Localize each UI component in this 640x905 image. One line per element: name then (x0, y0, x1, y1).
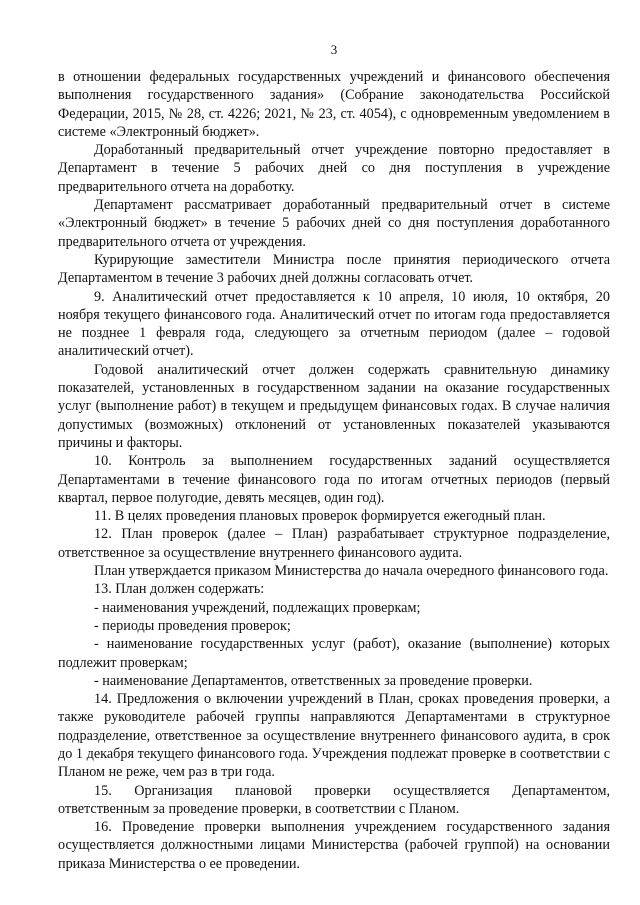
paragraph-p14: - наименование государственных услуг (работ), оказание (выполнение) которых подлежит проверкам; (58, 636, 610, 671)
paragraph-p12: - наименования учреждений, подлежащих проверкам; (94, 599, 421, 616)
paragraph-p03: Департамент рассматривает доработанный предварительный отчет в системе «Электронный бюджет» в течение 5 рабочих дней со дня поступления доработанного предварительного отчета от учреждения. (58, 197, 610, 250)
paragraph-p15: - наименование Департаментов, ответственных за проведение проверки. (94, 672, 533, 689)
paragraph-p07: 10. Контроль за выполнением государственных заданий осуществляется Департаментами в течение финансового года по итогам отчетных периодов (первый квартал, первое полугодие, девять месяцев, один год). (58, 453, 610, 506)
paragraph-p01: в отношении федеральных государственных учреждений и финансового обеспечения выполнения государственного задания» (Собрание законодательства Российской Федерации, 2015, № 28, ст. 4226; 2021, № 23, ст. 4054), с одновременным уведомлением в системе «Электронный бюджет». (58, 69, 610, 140)
paragraph-p06: Годовой аналитический отчет должен содержать сравнительную динамику показателей, установленных в государственном задании на оказание государственных услуг (выполнение работ) в текущем и предыдущем финансовых годах. В случае наличия допустимых (возможных) отклонений от установленных показателей указываются причины и факторы. (58, 361, 610, 451)
paragraph-p18: 16. Проведение проверки выполнения учреждением государственного задания осуществляется должностными лицами Министерства (рабочей группой) на основании приказа Министерства о ее проведении. (58, 819, 610, 872)
document-body (58, 68, 610, 873)
paragraph-p11: 13. План должен содержать: (94, 581, 265, 598)
paragraph-p04: Курирующие заместители Министра после принятия периодического отчета Департаментом в течение 3 рабочих дней должны согласовать отчет. (58, 251, 610, 287)
paragraph-p10: План утверждается приказом Министерства до начала очередного финансового года. (94, 563, 609, 580)
page-number: 3 (330, 42, 338, 57)
paragraph-p17: 15. Организация плановой проверки осуществляется Департаментом, ответственным за проведение проверки, в соответствии с Планом. (58, 782, 610, 817)
paragraph-p09: 12. План проверок (далее – План) разрабатывает структурное подразделение, ответственное за осуществление внутреннего финансового аудита. (58, 526, 610, 561)
paragraph-p02: Доработанный предварительный отчет учреждение повторно предоставляет в Департамент в течение 5 рабочих дней со дня поступления в учреждение предварительного отчета на доработку. (58, 142, 610, 195)
paragraph-p08: 11. В целях проведения плановых проверок формируется ежегодный план. (94, 508, 546, 525)
paragraph-p16: 14. Предложения о включении учреждений в План, сроках проведения проверки, а также руководителе рабочей группы направляются Департаментами в структурное подразделение, ответственное за осуществление внутреннего финансового аудита, в срок до 1 декабря текущего финансового года. Учреждения подлежат проверке в соответствии с Планом не реже, чем раз в три года. (58, 691, 610, 781)
paragraph-p13: - периоды проведения проверок; (94, 617, 291, 634)
paragraph-p05: 9. Аналитический отчет предоставляется к 10 апреля, 10 июля, 10 октября, 20 ноября текущего финансового года. Аналитический отчет по итогам года предоставляется не позднее 1 февраля года, следующего за отчетным периодом (далее – годовой аналитический отчет). (58, 288, 610, 360)
